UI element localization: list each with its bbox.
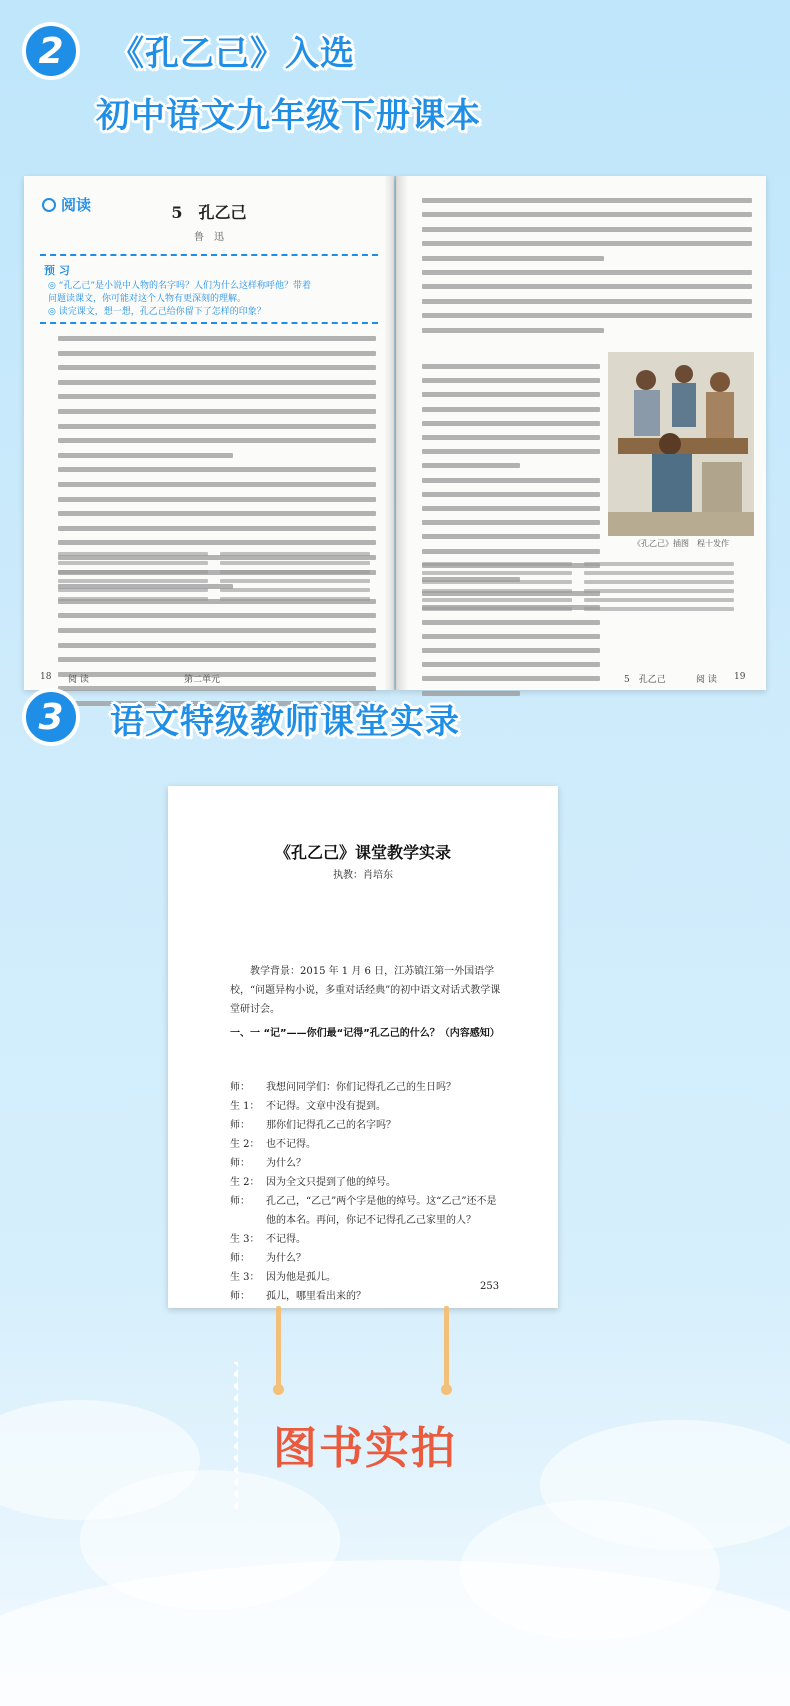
lesson-title: 5 孔乙己: [171, 203, 247, 222]
transcript-section-heading: 一、一 “记”——你们最“记得”孔乙己的什么？（内容感知）: [230, 1028, 500, 1039]
reading-tag-label: 阅读: [61, 196, 92, 214]
text-line-placeholder: [58, 453, 233, 458]
text-line-placeholder: [422, 463, 520, 468]
text-line-placeholder: [422, 549, 600, 554]
dialog-text: 为什么？: [266, 1158, 306, 1169]
dialog-text: 为什么？: [266, 1253, 306, 1264]
text-line-placeholder: [422, 589, 572, 593]
text-line-placeholder: [58, 657, 376, 662]
page-number: 18: [40, 672, 52, 682]
text-line-placeholder: [584, 562, 734, 566]
text-line-placeholder: [422, 562, 572, 566]
dialog-text: 因为他是孤儿。: [266, 1272, 336, 1283]
book-gutter: [384, 176, 408, 690]
text-line-placeholder: [422, 598, 572, 602]
text-line-placeholder: [422, 662, 600, 667]
section-title: 《孔乙己》入选: [110, 34, 355, 74]
lesson-illustration: [608, 352, 754, 536]
text-line-placeholder: [220, 570, 370, 574]
dialog-speaker: 生 1：: [230, 1101, 260, 1112]
text-line-placeholder: [422, 478, 600, 483]
text-line-placeholder: [584, 607, 734, 611]
text-line-placeholder: [422, 534, 600, 539]
dialog-line: [230, 1249, 306, 1264]
text-line-placeholder: [422, 421, 600, 426]
tip-line: 问题读课文，你可能对这个人物有更深刻的理解。: [48, 294, 247, 304]
tip-line: ◎ “孔乙己”是小说中人物的名字吗？人们为什么这样称呼他？带着: [48, 281, 312, 291]
dialog-speaker: 师：: [230, 1120, 250, 1131]
sign-label: 图书实拍: [273, 1423, 457, 1474]
text-line-placeholder: [422, 492, 600, 497]
dialog-speaker: 生 3：: [230, 1234, 260, 1245]
text-line-placeholder: [422, 227, 752, 232]
page-number: 19: [734, 672, 746, 682]
text-line-placeholder: [58, 526, 376, 531]
text-line-placeholder: [422, 198, 752, 203]
rope-knot: [273, 1384, 284, 1395]
text-line-placeholder: [422, 407, 600, 412]
text-line-placeholder: [422, 520, 600, 525]
text-line-placeholder: [58, 511, 376, 516]
text-line-placeholder: [58, 394, 376, 399]
text-line-placeholder: [220, 597, 370, 601]
text-line-placeholder: [422, 212, 752, 217]
text-line-placeholder: [58, 438, 376, 443]
dialog-line: [230, 1173, 396, 1188]
text-line-placeholder: [58, 613, 376, 618]
text-line-placeholder: [58, 351, 376, 356]
dialog-speaker: 生 3：: [230, 1272, 260, 1283]
text-line-placeholder: [422, 392, 600, 397]
lesson-author: 鲁 迅: [194, 232, 224, 243]
dialog-line: [230, 1078, 456, 1093]
text-line-placeholder: [58, 552, 208, 556]
text-line-placeholder: [58, 540, 376, 545]
rope-knot: [441, 1384, 452, 1395]
text-line-placeholder: [422, 270, 752, 275]
illustration-art: [608, 352, 754, 536]
illustration-caption: 《孔乙己》插图 程十发作: [633, 539, 729, 548]
dialog-text: 不记得。: [266, 1234, 306, 1245]
text-line-placeholder: [422, 328, 604, 333]
text-line-placeholder: [58, 424, 376, 429]
text-line-placeholder: [584, 580, 734, 584]
dialog-line: [230, 1154, 306, 1169]
dialog-text: 我想问同学们：你们记得孔乙己的生日吗？: [266, 1082, 456, 1093]
preview-tips-box: [40, 254, 378, 324]
dialog-line: [230, 1211, 476, 1226]
text-line-placeholder: [422, 449, 600, 454]
text-line-placeholder: [422, 607, 572, 611]
dialog-line: [230, 1116, 396, 1131]
dialog-text: 孤儿，哪里看出来的？: [266, 1291, 366, 1302]
dialog-line: [230, 1135, 316, 1150]
textbook-left-page: [24, 176, 394, 690]
text-line-placeholder: [58, 570, 208, 574]
transcript-page-photo: [168, 786, 558, 1308]
text-line-placeholder: [422, 241, 752, 246]
text-line-placeholder: [584, 571, 734, 575]
transcript-background: 教学背景：2015 年 1 月 6 日，江苏镇江第一外国语学校，“问题异构小说，多重对话经典”的初中语文对话式教学课堂研讨会。: [230, 966, 501, 1015]
text-line-placeholder: [422, 256, 604, 261]
tips-heading: 预 习: [44, 264, 70, 277]
text-line-placeholder: [58, 497, 376, 502]
text-line-placeholder: [422, 580, 572, 584]
footer-label: 阅 读: [696, 675, 717, 685]
text-line-placeholder: [58, 588, 208, 592]
text-line-placeholder: [58, 482, 376, 487]
dialog-line: [230, 1230, 306, 1245]
transcript-page-number: 253: [480, 1281, 500, 1292]
transcript-teacher: 执教：肖培东: [333, 870, 393, 881]
tip-line: ◎ 读完课文，想一想，孔乙己给你留下了怎样的印象？: [48, 307, 266, 317]
textbook-right-page: [396, 176, 766, 690]
text-line-placeholder: [422, 313, 752, 318]
text-line-placeholder: [58, 597, 208, 601]
text-line-placeholder: [422, 620, 600, 625]
dialog-text: 不记得。文章中没有提到。: [266, 1101, 386, 1112]
section-title: 语文特级教师课堂实录: [110, 702, 460, 742]
text-line-placeholder: [58, 409, 376, 414]
text-line-placeholder: [58, 365, 376, 370]
text-line-placeholder: [58, 628, 376, 633]
text-line-placeholder: [58, 336, 376, 341]
text-line-placeholder: [58, 561, 208, 565]
text-line-placeholder: [58, 686, 376, 691]
dialog-speaker: 师：: [230, 1158, 250, 1169]
text-line-placeholder: [58, 643, 376, 648]
textbook-photo: [24, 176, 766, 690]
section-number-badge: 2: [22, 22, 80, 80]
dialog-text: 也不记得。: [266, 1139, 316, 1150]
text-line-placeholder: [58, 380, 376, 385]
text-line-placeholder: [422, 378, 600, 383]
dialog-text: 孔乙己，“乙己”两个字是他的绰号。这“乙己”还不是: [266, 1196, 497, 1207]
dialog-speaker: 师：: [230, 1253, 250, 1264]
transcript-title: 《孔乙己》课堂教学实录: [274, 843, 451, 862]
dialog-speaker: 师：: [230, 1082, 250, 1093]
dialog-speaker: 师：: [230, 1291, 250, 1302]
text-line-placeholder: [422, 435, 600, 440]
dialog-text: 那你们记得孔乙己的名字吗？: [266, 1120, 396, 1131]
dialog-text: 他的本名。再问，你记不记得孔乙己家里的人？: [266, 1215, 476, 1226]
text-line-placeholder: [422, 676, 600, 681]
footer-unit: 第二单元: [184, 675, 221, 685]
dialog-line: [230, 1268, 336, 1283]
text-line-placeholder: [220, 588, 370, 592]
dialog-speaker: 生 2：: [230, 1139, 260, 1150]
dialog-text: 因为全文只提到了他的绰号。: [266, 1177, 396, 1188]
section-subtitle: 初中语文九年级下册课本: [96, 96, 481, 136]
dialog-speaker: 师：: [230, 1196, 250, 1207]
text-line-placeholder: [584, 598, 734, 602]
text-line-placeholder: [220, 579, 370, 583]
section-number-badge: 3: [22, 688, 80, 746]
dialog-line: [230, 1287, 366, 1302]
text-line-placeholder: [422, 299, 752, 304]
text-line-placeholder: [220, 561, 370, 565]
text-line-placeholder: [422, 364, 600, 369]
text-line-placeholder: [422, 571, 572, 575]
dialog-speaker: 生 2：: [230, 1177, 260, 1188]
dialog-line: [230, 1097, 386, 1112]
text-line-placeholder: [58, 467, 376, 472]
text-line-placeholder: [422, 284, 752, 289]
text-line-placeholder: [422, 634, 600, 639]
footer-lesson: 5 孔乙己: [624, 675, 666, 685]
footer-label: 阅 读: [68, 675, 89, 685]
cloud-decoration: [0, 1560, 790, 1706]
text-line-placeholder: [422, 506, 600, 511]
dialog-line: [230, 1192, 496, 1207]
text-line-placeholder: [220, 552, 370, 556]
text-line-placeholder: [58, 579, 208, 583]
text-line-placeholder: [584, 589, 734, 593]
text-line-placeholder: [422, 648, 600, 653]
